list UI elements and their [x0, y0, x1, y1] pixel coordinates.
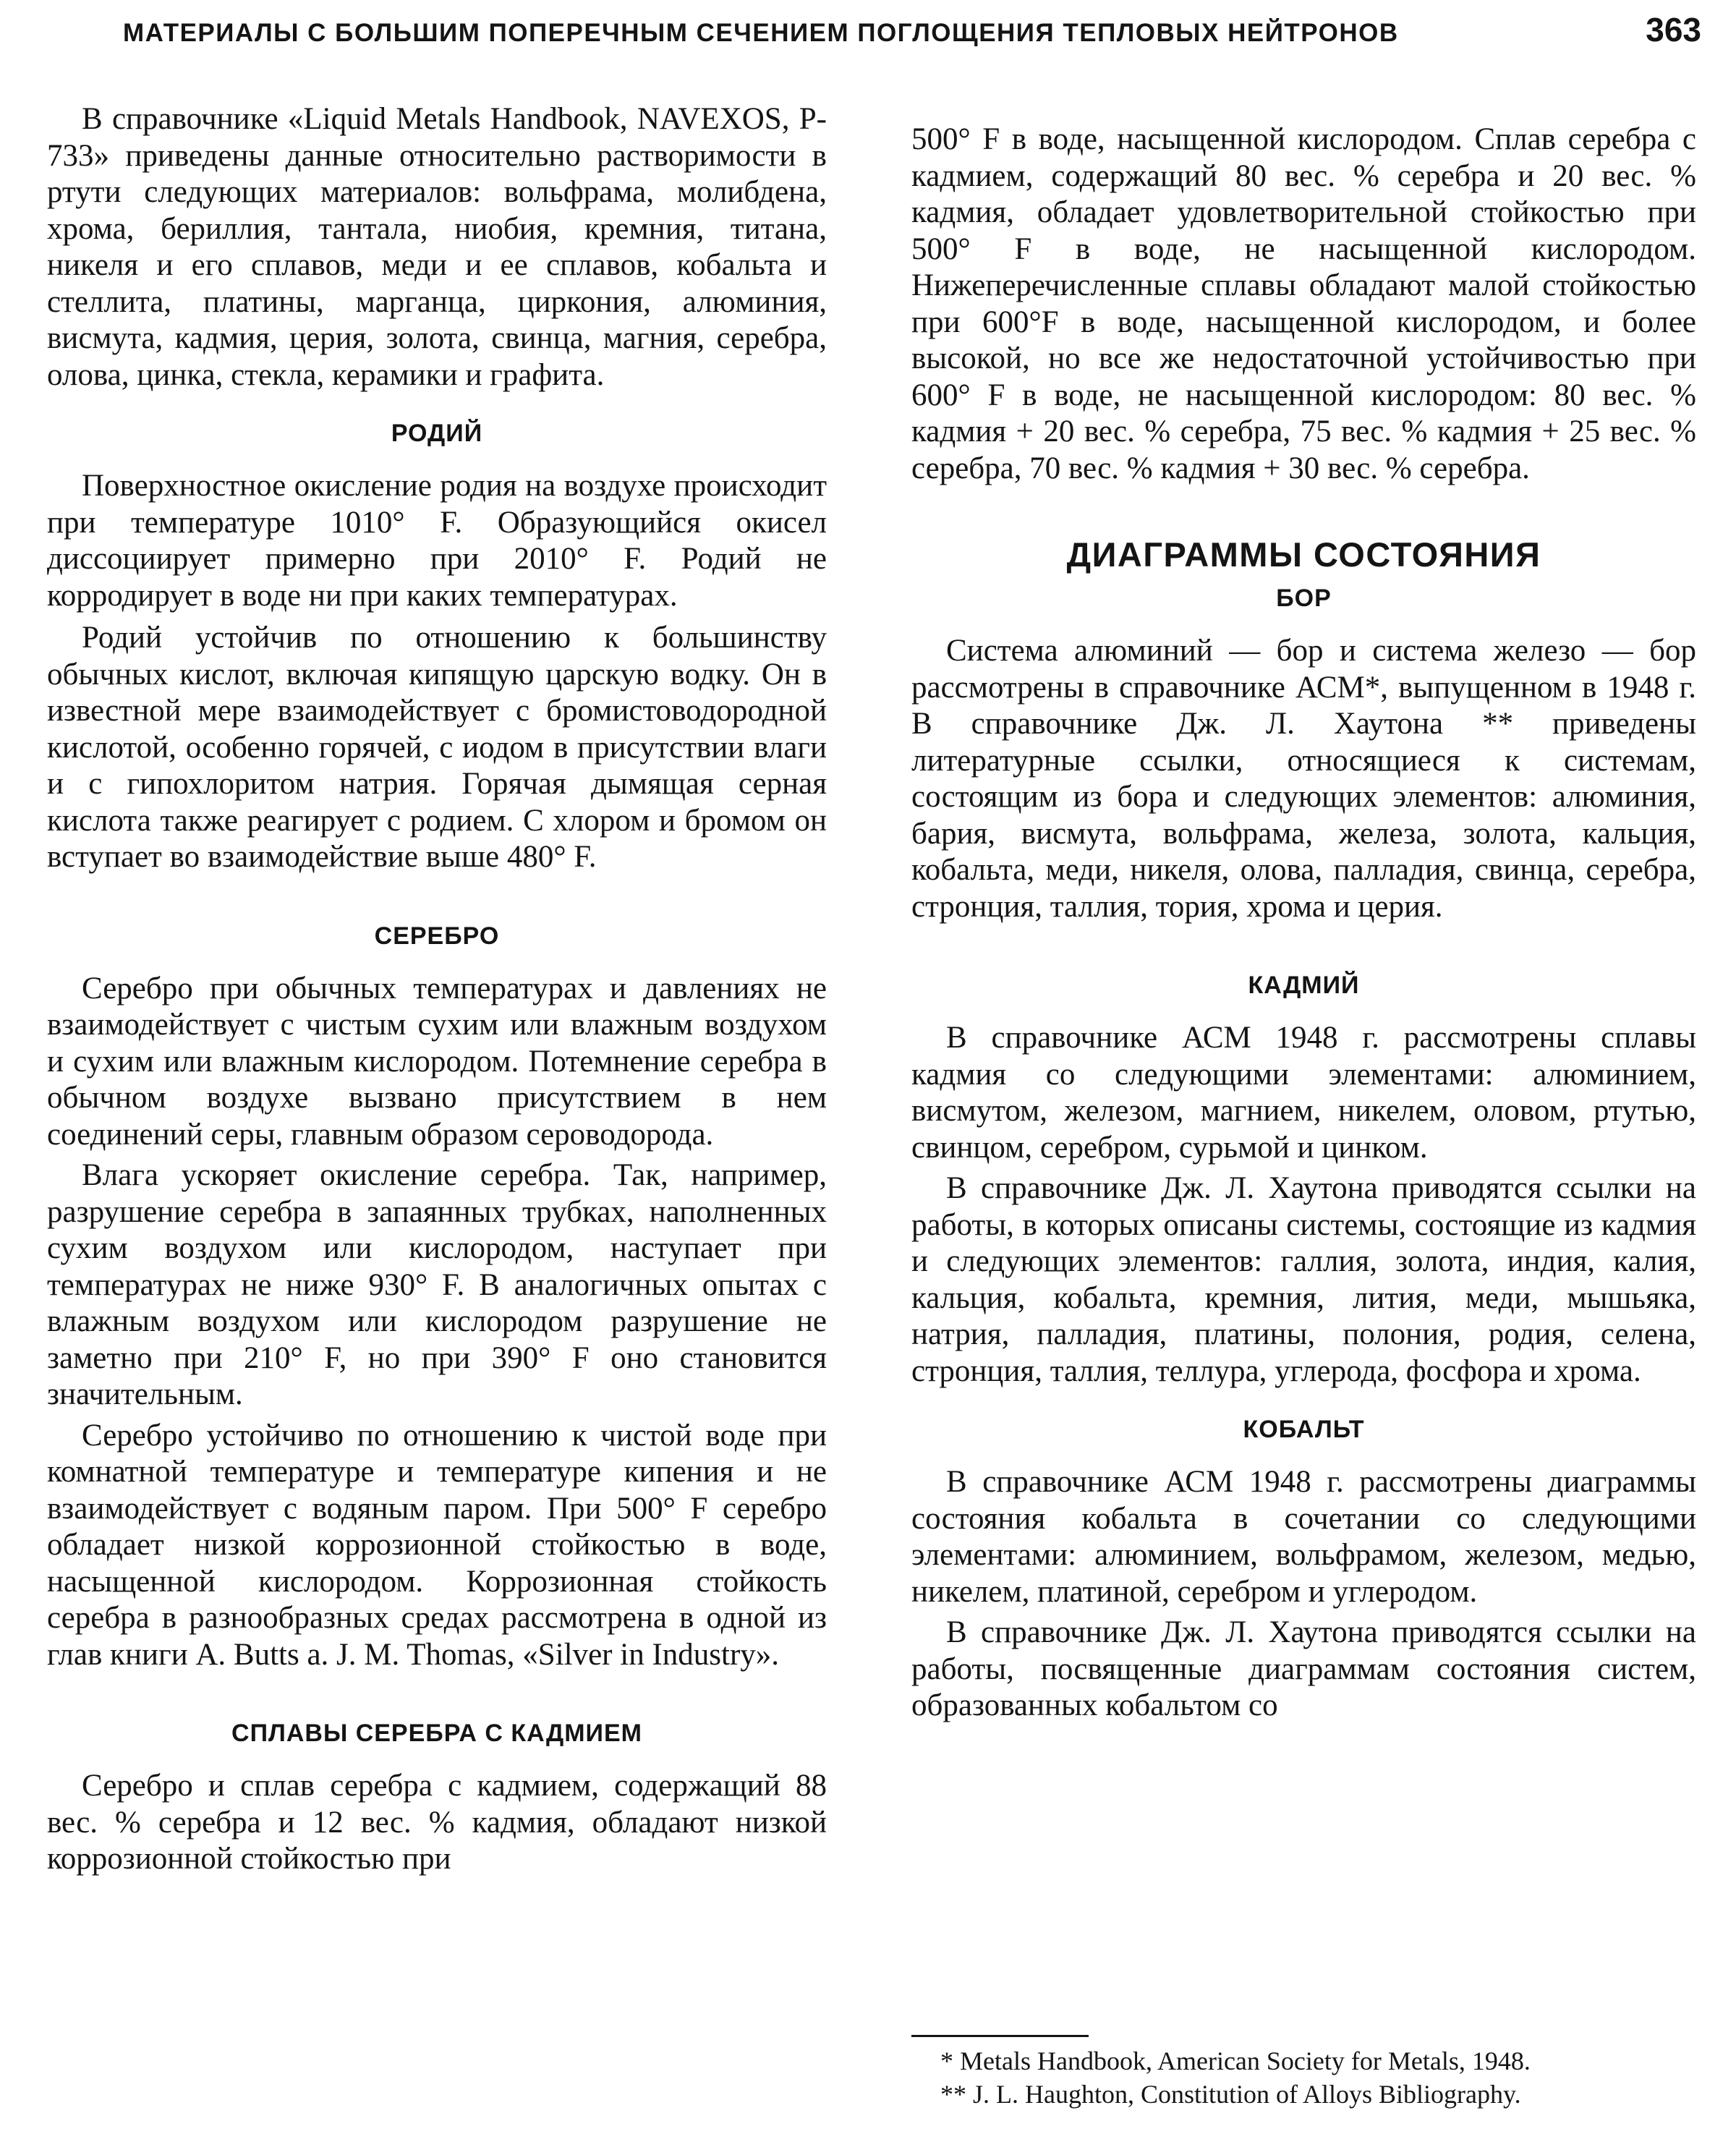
left-column — [47, 101, 827, 1878]
heading-cadmium: КАДМИЙ — [1248, 972, 1360, 999]
intro-paragraph: В справочнике «Liquid Metals Handbook, NAVEXOS, P-733» приведены данные относительно растворимости в ртути следующих материалов: вольфрама, молибдена, хрома, бериллия, тантала, ниобия, кремния, титана, никеля и его сплавов, меди и ее сплавов, кобальта и стеллита, платины, марганца, циркония, алюминия, висмута, кадмия, церия, золота, свинца, магния, серебра, олова, цинка, стекла, керамики и графита. — [47, 102, 827, 392]
rhodium-paragraph-1: Поверхностное окисление родия на воздухе происходит при температуре 1010° F. Образующийся окисел диссоциирует примерно при 2010° F. Родий не корродирует в воде ни при каких температурах. — [47, 469, 827, 613]
page-number: 363 — [1646, 11, 1701, 48]
silver-paragraph-1: Серебро при обычных температурах и давлениях не взаимодействует с чистым сухим или влажным воздухом и сухим или влажным кислородом. Потемнение серебра в обычном воздухе вызвано присутствием в нем соединений серы, главным образом сероводорода. — [47, 971, 827, 1152]
footnote-rule — [911, 2035, 1089, 2037]
heading-rhodium: РОДИЙ — [391, 420, 483, 447]
cobalt-paragraph-1: В справочнике АСМ 1948 г. рассмотрены диаграммы состояния кобальта в сочетании со следующими элементами: алюминием, вольфрамом, железом, медью, никелем, платиной, серебром и углеродом. — [911, 1465, 1696, 1609]
boron-paragraph: Система алюминий — бор и система железо — бор рассмотрены в справочнике АСМ*, выпущенном в 1948 г. В справочнике Дж. Л. Хаутона ** приведены литературные ссылки, относящиеся к системам, состоящим из бора и следующих элементов: алюминия, бария, висмута, вольфрама, железа, золота, кальция, кобальта, меди, никеля, олова, палладия, свинца, серебра, стронция, таллия, тория, хрома и церия. — [911, 634, 1696, 924]
heading-boron: БОР — [1276, 584, 1332, 612]
running-head: МАТЕРИАЛЫ С БОЛЬШИМ ПОПЕРЕЧНЫМ СЕЧЕНИЕМ ПОГЛОЩЕНИЯ ТЕПЛОВЫХ НЕЙТРОНОВ — [123, 19, 1399, 47]
cadmium-paragraph-2: В справочнике Дж. Л. Хаутона приводятся ссылки на работы, в которых описаны системы, состоящие из кадмия и следующих элементов: галлия, золота, индия, калия, кальция, кобальта, кремния, лития, меди, мышьяка, натрия, палладия, платины, полония, родия, селена, стронция, таллия, теллура, углерода, фосфора и хрома. — [911, 1171, 1696, 1388]
heading-cobalt: КОБАЛЬТ — [1243, 1416, 1365, 1443]
right-column — [911, 122, 1696, 1725]
silver-cadmium-paragraph: Серебро и сплав серебра с кадмием, содержащий 88 вес. % серебра и 12 вес. % кадмия, обладают низкой коррозионной стойкостью при — [47, 1769, 827, 1876]
rhodium-paragraph-2: Родий устойчив по отношению к большинству обычных кислот, включая кипящую царскую водку. Он в известной мере взаимодействует с бромистоводородной кислотой, особенно горячей, с иодом в присутствии влаги и с гипохлоритом натрия. Горячая дымящая серная кислота также реагирует с родием. С хлором и бромом он вступает во взаимодействие выше 480° F. — [47, 621, 827, 874]
heading-phase-diagrams: ДИАГРАММЫ СОСТОЯНИЯ — [1066, 535, 1541, 574]
silver-paragraph-2: Влага ускоряет окисление серебра. Так, например, разрушение серебра в запаянных трубках, наполненных сухим воздухом или кислородом, наступает при температурах не ниже 930° F. В аналогичных опытах с влажным воздухом или кислородом разрушение не заметно при 210° F, но при 390° F оно становится значительным. — [47, 1158, 827, 1411]
cadmium-paragraph-1: В справочнике АСМ 1948 г. рассмотрены сплавы кадмия со следующими элементами: алюминием, висмутом, железом, магнием, никелем, оловом, ртутью, свинцом, серебром, сурьмой и цинком. — [911, 1021, 1696, 1165]
silver-paragraph-3: Серебро устойчиво по отношению к чистой воде при комнатной температуре и температуре кипения и не взаимодействует с водяным паром. При 500° F серебро обладает низкой коррозионной стойкостью в воде, насыщенной кислородом. Коррозионная стойкость серебра в разнообразных средах рассмотрена в одной из глав книги A. Butts a. J. M. Thomas, «Silver in Industry». — [47, 1418, 827, 1672]
footnote-1: * Metals Handbook, American Society for Metals, 1948. — [940, 2046, 1531, 2075]
footnote-2: ** J. L. Haughton, Constitution of Alloys Bibliography. — [940, 2080, 1521, 2109]
cobalt-paragraph-2: В справочнике Дж. Л. Хаутона приводятся ссылки на работы, посвященные диаграммам состояния систем, образованных кобальтом со — [911, 1615, 1696, 1722]
alloy-continuation-paragraph: 500° F в воде, насыщенной кислородом. Сплав серебра с кадмием, содержащий 80 вес. % серебра и 20 вес. % кадмия, обладает удовлетворительной стойкостью при 500° F в воде, не насыщенной кислородом. Нижеперечисленные сплавы обладают малой стойкостью при 600°F в воде, насыщенной кислородом, и более высокой, но все же недостаточной устойчивостью при 600° F в воде, не насыщенной кислородом: 80 вес. % кадмия + 20 вес. % серебра, 75 вес. % кадмия + 25 вес. % серебра, 70 вес. % кадмия + 30 вес. % серебра. — [911, 122, 1696, 485]
heading-silver: СЕРЕБРО — [374, 922, 500, 950]
heading-silver-cadmium-alloys: СПЛАВЫ СЕРЕБРА С КАДМИЕМ — [231, 1719, 642, 1747]
footnotes — [940, 2044, 1700, 2111]
